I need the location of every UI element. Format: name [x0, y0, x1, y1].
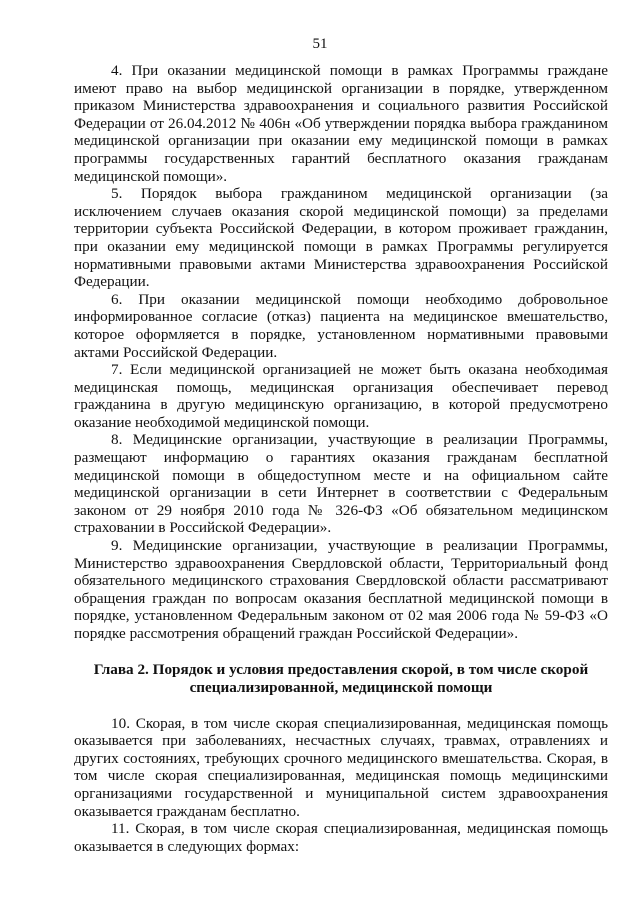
page-number: 51 — [312, 36, 328, 52]
paragraph-7: 7. Если медицинской организацией не может быть оказана необходимая медицинская помощь, медицинская организация обеспечивает перевод гражданина в другую медицинскую организацию, в которой предусмотрено оказание необходимой медицинской помощи. — [74, 361, 608, 431]
paragraph-6: 6. При оказании медицинской помощи необходимо добровольное информированное согласие (отказ) пациента на медицинское вмешательство, которое оформляется в порядке, установленном нормативными правовыми актами Российской Федерации. — [74, 290, 608, 361]
paragraph-9: 9. Медицинские организации, участвующие в реализации Программы, Министерство здравоохранения Свердловской области, Территориальный фонд обязательного медицинского страхования Свердловской области рассматривают обращения граждан по вопросам оказания бесплатной медицинской помощи в порядке, установленном Федеральным законом от 02 мая 2006 года № 59-ФЗ «О порядке рассмотрения обращений граждан Российской Федерации». — [74, 537, 608, 642]
chapter-heading — [74, 661, 608, 697]
chapter-heading-line-2: специализированной, медицинской помощи — [189, 678, 493, 696]
paragraph-8: 8. Медицинские организации, участвующие в реализации Программы, размещают информацию о гарантиях оказания гражданам бесплатной медицинской помощи в общедоступном месте и на официальном сайте медицинской организации в сети Интернет в соответствии с Федеральным законом от 29 ноября 2010 года № 326-ФЗ «Об обязательном медицинском страховании в Российской Федерации». — [74, 431, 608, 537]
document-body — [74, 62, 608, 855]
paragraph-10: 10. Скорая, в том числе скорая специализированная, медицинская помощь оказывается при заболеваниях, несчастных случаях, травмах, отравлениях и других состояниях, требующих срочного медицинского вмешательства. Скорая, в том числе скорая специализированная, медицинская помощь медицинскими организациями государственной и муниципальной систем здравоохранения оказывается гражданам бесплатно. — [74, 714, 608, 820]
paragraph-5: 5. Порядок выбора гражданином медицинской организации (за исключением случаев оказания скорой медицинской помощи) за пределами территории субъекта Российской Федерации, в котором проживает гражданин, при оказании ему медицинской помощи в рамках Программы регулируется нормативными правовыми актами Министерства здравоохранения Российской Федерации. — [74, 185, 608, 291]
paragraph-11: 11. Скорая, в том числе скорая специализированная, медицинская помощь оказывается в следующих формах: — [74, 820, 608, 855]
paragraph-4: 4. При оказании медицинской помощи в рамках Программы граждане имеют право на выбор медицинской организации в порядке, утвержденном приказом Министерства здравоохранения и социального развития Российской Федерации от 26.04.2012 № 406н «Об утверждении порядка выбора гражданином медицинской организации при оказании ему медицинской помощи в рамках программы государственных гарантий бесплатного оказания гражданам медицинской помощи». — [74, 62, 608, 185]
chapter-heading-line-1: Глава 2. Порядок и условия предоставления скорой, в том числе скорой — [93, 660, 589, 678]
